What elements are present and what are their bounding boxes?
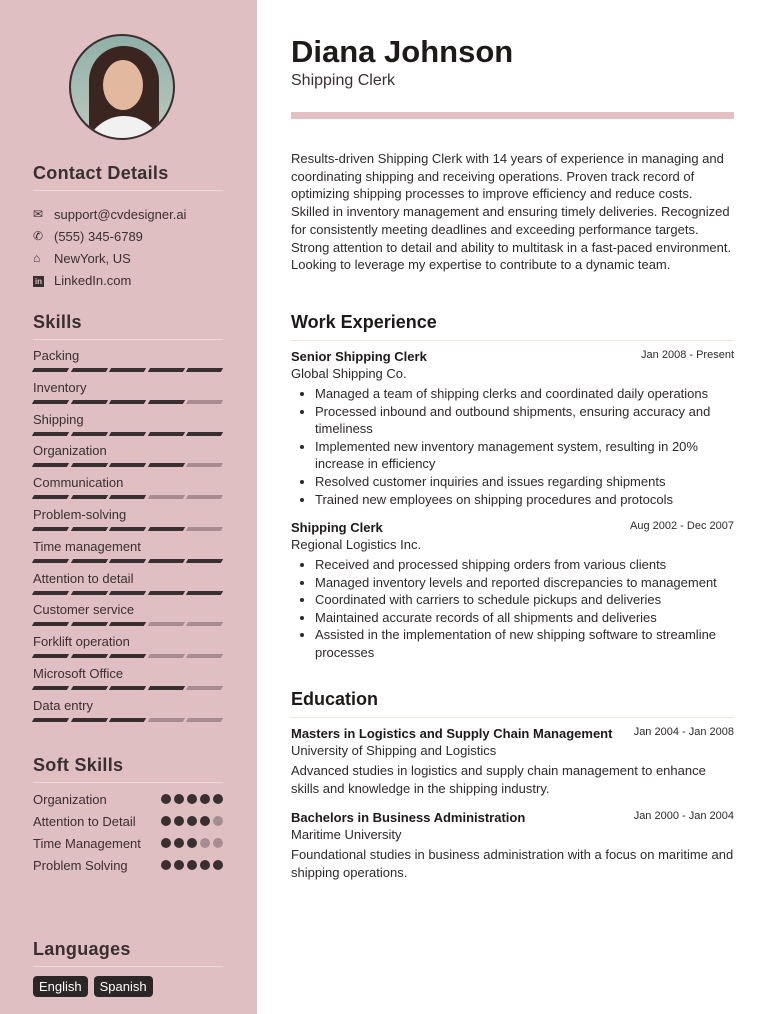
skill-segment bbox=[32, 559, 69, 563]
degree: Bachelors in Business Administration bbox=[291, 810, 526, 825]
skill-item bbox=[33, 443, 223, 475]
skill-segment bbox=[70, 686, 107, 690]
skill-segment bbox=[70, 622, 107, 626]
company-name: Regional Logistics Inc. bbox=[291, 537, 422, 552]
sidebar bbox=[0, 0, 257, 1014]
skill-label: Organization bbox=[33, 443, 107, 459]
summary: Results-driven Shipping Clerk with 14 years of experience in managing and coordinating shipping and receiving operations. Proven track record of optimizing shipping processes to improve efficiency and reduce costs. Skilled in inventory management and ensuring timely deliveries. Recognized for consistently meeting deadlines and exceeding performance targets. Strong attention to detail and ability to multitask in a fast-paced environment. Looking to leverage my expertise to contribute to a dynamic team. bbox=[291, 151, 732, 273]
skill-item bbox=[33, 412, 223, 444]
contact-list bbox=[33, 203, 186, 291]
rating-dot bbox=[161, 838, 171, 848]
rating-dot bbox=[200, 816, 210, 826]
skill-segment bbox=[186, 368, 223, 372]
skill-segment bbox=[109, 400, 146, 404]
soft-skill-label: Organization bbox=[33, 792, 107, 807]
skill-label: Forklift operation bbox=[33, 634, 130, 650]
skill-segment bbox=[32, 718, 69, 722]
skill-level-bar bbox=[33, 591, 223, 595]
skill-level-bar bbox=[33, 654, 223, 658]
contact-location bbox=[33, 247, 186, 269]
skill-segment bbox=[148, 591, 185, 595]
home-icon: ⌂ bbox=[33, 251, 41, 265]
skill-level-bar bbox=[33, 622, 223, 626]
rating-dot bbox=[161, 860, 171, 870]
skill-segment bbox=[148, 686, 185, 690]
skill-item bbox=[33, 348, 223, 380]
skill-item bbox=[33, 666, 223, 698]
skill-segment bbox=[109, 559, 146, 563]
soft-skill-label: Time Management bbox=[33, 836, 141, 851]
skill-segment bbox=[70, 495, 107, 499]
education-entry bbox=[291, 810, 734, 881]
skill-item bbox=[33, 571, 223, 603]
soft-skill-item bbox=[33, 857, 223, 874]
skill-label: Packing bbox=[33, 348, 80, 363]
skill-segment bbox=[32, 495, 69, 499]
soft-skills-list bbox=[33, 791, 223, 879]
job-bullet: • Received and processed shipping orders from various clients bbox=[315, 556, 734, 574]
job-bullet: • Assisted in the implementation of new shipping software to streamline processes bbox=[315, 626, 734, 661]
soft-skill-rating bbox=[161, 835, 223, 852]
language-badge: English bbox=[33, 976, 88, 997]
skill-segment bbox=[70, 463, 107, 467]
skill-label: Shipping bbox=[33, 411, 84, 427]
work-experience-heading: Work Experience bbox=[291, 312, 734, 341]
skill-segment bbox=[186, 686, 223, 690]
skill-label: Problem-solving bbox=[33, 506, 127, 522]
rating-dot bbox=[200, 794, 210, 804]
education-description: Advanced studies in logistics and supply chain management to enhance skills and knowledge in the shipping industry. bbox=[291, 763, 706, 796]
skill-segment bbox=[148, 622, 185, 626]
skill-item bbox=[33, 698, 223, 730]
languages-list bbox=[33, 976, 153, 997]
skill-segment bbox=[148, 400, 185, 404]
skill-segment bbox=[109, 495, 146, 499]
skill-segment bbox=[32, 368, 69, 372]
job-bullets bbox=[291, 385, 734, 508]
rating-dot bbox=[187, 816, 197, 826]
skill-label: Attention to detail bbox=[33, 570, 134, 586]
skill-level-bar bbox=[33, 559, 223, 563]
rating-dot bbox=[174, 860, 184, 870]
skill-segment bbox=[32, 654, 69, 658]
skill-segment bbox=[109, 718, 146, 722]
skills-heading: Skills bbox=[33, 312, 223, 340]
rating-dot bbox=[200, 860, 210, 870]
skill-segment bbox=[148, 463, 185, 467]
school-name: University of Shipping and Logistics bbox=[291, 743, 497, 758]
rating-dot bbox=[174, 838, 184, 848]
job-dates: Aug 2002 - Dec 2007 bbox=[630, 520, 734, 532]
skill-segment bbox=[186, 559, 223, 563]
rating-dot bbox=[174, 794, 184, 804]
skill-level-bar bbox=[33, 400, 223, 404]
skill-segment bbox=[32, 432, 69, 436]
skill-segment bbox=[186, 432, 223, 436]
skill-label: Microsoft Office bbox=[33, 665, 124, 681]
skill-segment bbox=[186, 654, 223, 658]
skill-segment bbox=[32, 591, 69, 595]
skill-level-bar bbox=[33, 495, 223, 499]
skill-item bbox=[33, 380, 223, 412]
skill-segment bbox=[70, 527, 107, 531]
soft-skill-rating bbox=[161, 857, 223, 874]
email-text: support@cvdesigner.ai bbox=[54, 206, 187, 222]
job-bullet: • Managed inventory levels and reported discrepancies to management bbox=[315, 574, 734, 592]
skill-level-bar bbox=[33, 463, 223, 467]
soft-skill-rating bbox=[161, 813, 223, 830]
job-title: Senior Shipping Clerk bbox=[291, 349, 427, 364]
linkedin-text: LinkedIn.com bbox=[54, 272, 132, 288]
skill-segment bbox=[70, 400, 107, 404]
linkedin-icon: in bbox=[34, 277, 43, 286]
skill-segment bbox=[148, 495, 185, 499]
skill-segment bbox=[70, 559, 107, 563]
phone-text: (555) 345-6789 bbox=[54, 228, 143, 244]
education-dates: Jan 2000 - Jan 2004 bbox=[633, 810, 734, 822]
skill-segment bbox=[148, 527, 185, 531]
skill-level-bar bbox=[33, 527, 223, 531]
degree: Masters in Logistics and Supply Chain Management bbox=[291, 726, 613, 741]
contact-phone bbox=[33, 225, 186, 247]
skill-level-bar bbox=[33, 718, 223, 722]
soft-skill-item bbox=[33, 813, 223, 830]
skill-segment bbox=[109, 591, 146, 595]
job-entry bbox=[291, 349, 734, 508]
skill-segment bbox=[186, 495, 223, 499]
education-entry bbox=[291, 726, 734, 797]
soft-skills-heading: Soft Skills bbox=[33, 755, 223, 783]
skill-item bbox=[33, 475, 223, 507]
job-title: Shipping Clerk bbox=[291, 520, 383, 535]
soft-skill-label: Attention to Detail bbox=[33, 814, 136, 829]
job-dates: Jan 2008 - Present bbox=[641, 349, 734, 361]
contact-email[interactable] bbox=[33, 203, 186, 225]
skill-segment bbox=[32, 686, 69, 690]
education-header bbox=[291, 726, 734, 741]
skill-label: Communication bbox=[33, 475, 124, 491]
skill-segment bbox=[186, 400, 223, 404]
skill-item bbox=[33, 634, 223, 666]
rating-dot bbox=[174, 816, 184, 826]
skill-level-bar bbox=[33, 432, 223, 436]
phone-icon: ✆ bbox=[33, 229, 44, 243]
skill-segment bbox=[32, 622, 69, 626]
skill-segment bbox=[186, 622, 223, 626]
skill-segment bbox=[70, 368, 107, 372]
school-name: Maritime University bbox=[291, 827, 402, 842]
job-header bbox=[291, 520, 734, 535]
education-header bbox=[291, 810, 734, 825]
skill-segment bbox=[109, 654, 146, 658]
skill-label: Inventory bbox=[33, 379, 87, 395]
skill-item bbox=[33, 507, 223, 539]
skill-label: Data entry bbox=[33, 697, 93, 713]
rating-dot bbox=[213, 838, 223, 848]
location-text: NewYork, US bbox=[54, 250, 131, 266]
skill-item bbox=[33, 602, 223, 634]
skill-segment bbox=[186, 591, 223, 595]
skill-segment bbox=[109, 686, 146, 690]
job-bullet: • Managed a team of shipping clerks and coordinated daily operations bbox=[315, 385, 734, 403]
rating-dot bbox=[213, 794, 223, 804]
candidate-name: Diana Johnson bbox=[291, 34, 514, 69]
job-entry bbox=[291, 520, 734, 662]
rating-dot bbox=[161, 794, 171, 804]
soft-skill-item bbox=[33, 835, 223, 852]
contact-heading: Contact Details bbox=[33, 163, 223, 191]
skill-segment bbox=[148, 559, 185, 563]
skill-segment bbox=[70, 591, 107, 595]
envelope-icon: ✉ bbox=[33, 207, 44, 221]
skill-segment bbox=[32, 400, 69, 404]
skill-segment bbox=[148, 368, 185, 372]
skill-segment bbox=[186, 718, 223, 722]
rating-dot bbox=[187, 838, 197, 848]
job-bullet: • Resolved customer inquiries and issues regarding shipments bbox=[315, 473, 734, 491]
skill-segment bbox=[32, 527, 69, 531]
rating-dot bbox=[213, 816, 223, 826]
profile-photo bbox=[69, 34, 175, 140]
skill-segment bbox=[186, 463, 223, 467]
education-dates: Jan 2004 - Jan 2008 bbox=[633, 726, 734, 738]
skill-segment bbox=[109, 622, 146, 626]
skill-item bbox=[33, 539, 223, 571]
contact-linkedin[interactable] bbox=[33, 269, 186, 291]
soft-skill-rating bbox=[161, 791, 223, 808]
skill-label: Time management bbox=[33, 538, 141, 554]
skill-segment bbox=[109, 527, 146, 531]
education-description: Foundational studies in business administration with a focus on maritime and shipping operations. bbox=[291, 847, 734, 880]
company-name: Global Shipping Co. bbox=[291, 366, 407, 381]
job-bullet: • Implemented new inventory management system, resulting in 20% increase in efficiency bbox=[315, 438, 734, 473]
skill-segment bbox=[109, 432, 146, 436]
skill-segment bbox=[148, 432, 185, 436]
skill-segment bbox=[109, 368, 146, 372]
job-bullets bbox=[291, 556, 734, 662]
skill-level-bar bbox=[33, 686, 223, 690]
job-bullet: • Coordinated with carriers to schedule pickups and deliveries bbox=[315, 591, 734, 609]
skill-segment bbox=[186, 527, 223, 531]
job-header bbox=[291, 349, 734, 364]
rating-dot bbox=[187, 794, 197, 804]
soft-skill-label: Problem Solving bbox=[33, 858, 128, 873]
language-badge: Spanish bbox=[94, 976, 153, 997]
skill-segment bbox=[109, 463, 146, 467]
rating-dot bbox=[213, 860, 223, 870]
candidate-title: Shipping Clerk bbox=[291, 72, 396, 89]
job-bullet: • Processed inbound and outbound shipments, ensuring accuracy and timeliness bbox=[315, 403, 734, 438]
education-heading: Education bbox=[291, 689, 734, 718]
skill-label: Customer service bbox=[33, 602, 135, 618]
skill-segment bbox=[70, 654, 107, 658]
skills-list bbox=[33, 348, 223, 730]
header-divider bbox=[291, 112, 734, 119]
skill-segment bbox=[148, 718, 185, 722]
skill-segment bbox=[70, 432, 107, 436]
rating-dot bbox=[187, 860, 197, 870]
job-bullet: • Trained new employees on shipping procedures and protocols bbox=[315, 491, 734, 509]
rating-dot bbox=[161, 816, 171, 826]
soft-skill-item bbox=[33, 791, 223, 808]
languages-heading: Languages bbox=[33, 939, 223, 967]
skill-segment bbox=[70, 718, 107, 722]
rating-dot bbox=[200, 838, 210, 848]
skill-segment bbox=[148, 654, 185, 658]
job-bullet: • Maintained accurate records of all shipments and deliveries bbox=[315, 609, 734, 627]
skill-level-bar bbox=[33, 368, 223, 372]
skill-segment bbox=[32, 463, 69, 467]
